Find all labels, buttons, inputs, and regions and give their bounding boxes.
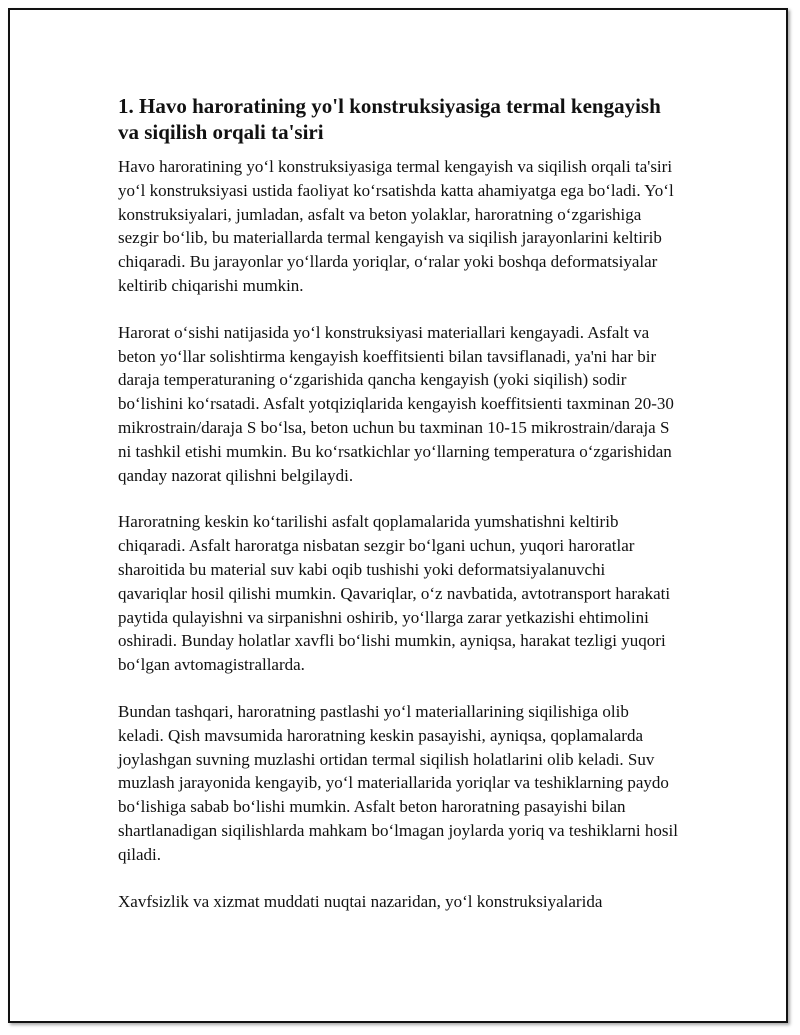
- section-heading: 1. Havo haroratining yo'l konstruksiyasiga termal kengayish va siqilish orqali ta'siri: [118, 94, 661, 144]
- paragraph-1: Havo haroratining yo‘l konstruksiyasiga termal kengayish va siqilish orqali ta'siri yo‘l konstruksiyasi ustida faoliyat ko‘rsatishda katta ahamiyatga ega bo‘ladi. Yo‘l konstruksiyalari, jumladan, asfalt va beton yolaklar, haroratning o‘zgarishiga sezgir bo‘lib, bu materiallarda termal kengayish va siqilish jarayonlarini keltirib chiqaradi. Bu jarayonlar yo‘llarda yoriqlar, o‘ralar yoki boshqa deformatsiyalar keltirib chiqarishi mumkin.: [118, 157, 674, 295]
- paragraph-5: Xavfsizlik va xizmat muddati nuqtai nazaridan, yo‘l konstruksiyalarida: [118, 891, 603, 911]
- paragraph-3: Haroratning keskin ko‘tarilishi asfalt qoplamalarida yumshatishni keltirib chiqaradi. Asfalt haroratga nisbatan sezgir bo‘lgani uchun, yuqori haroratlar sharoitida bu material suv kabi oqib tushishi yoki deformatsiyalanuvchi qavariqlar hosil qilishi mumkin. Qavariqlar, o‘z navbatida, avtotransport harakati paytida qulayishni va sirpanishni oshirib, yo‘llarga zarar yetkazishi ehtimolini oshiradi. Bunday holatlar xavfli bo‘lishi mumkin, ayniqsa, harakat tezligi yuqori bo‘lgan avtomagistrallarda.: [118, 512, 671, 675]
- paragraph-4: Bundan tashqari, haroratning pastlashi yo‘l materiallarining siqilishiga olib keladi. Qish mavsumida haroratning keskin pasayishi, ayniqsa, qoplamalarda joylashgan suvning muzlashi ortidan termal siqilish holatlarini olib keladi. Suv muzlash jarayonida kengayib, yo‘l materiallarida yoriqlar va teshiklarning paydo bo‘lishiga sabab bo‘lishi mumkin. Asfalt beton haroratning pasayishi bilan shartlanadigan siqilishlarda mahkam bo‘lmagan joylarda yoriq va teshiklarni hosil qiladi.: [118, 701, 678, 864]
- document-body: [118, 93, 678, 936]
- paragraph-2: Harorat o‘sishi natijasida yo‘l konstruksiyasi materiallari kengayadi. Asfalt va beton yo‘llar solishtirma kengayish koeffitsienti bilan tavsiflanadi, ya'ni har bir daraja temperaturaning o‘zgarishida qancha kengayish (yoki siqilish) sodir bo‘lishini ko‘rsatadi. Asfalt yotqiziqlarida kengayish koeffitsienti taxminan 20-30 mikrostrain/daraja S bo‘lsa, beton uchun bu taxminan 10-15 mikrostrain/daraja S ni tashkil etishi mumkin. Bu ko‘rsatkichlar yo‘llarning temperatura o‘zgarishidan qanday nazorat qilishni belgilaydi.: [118, 322, 674, 485]
